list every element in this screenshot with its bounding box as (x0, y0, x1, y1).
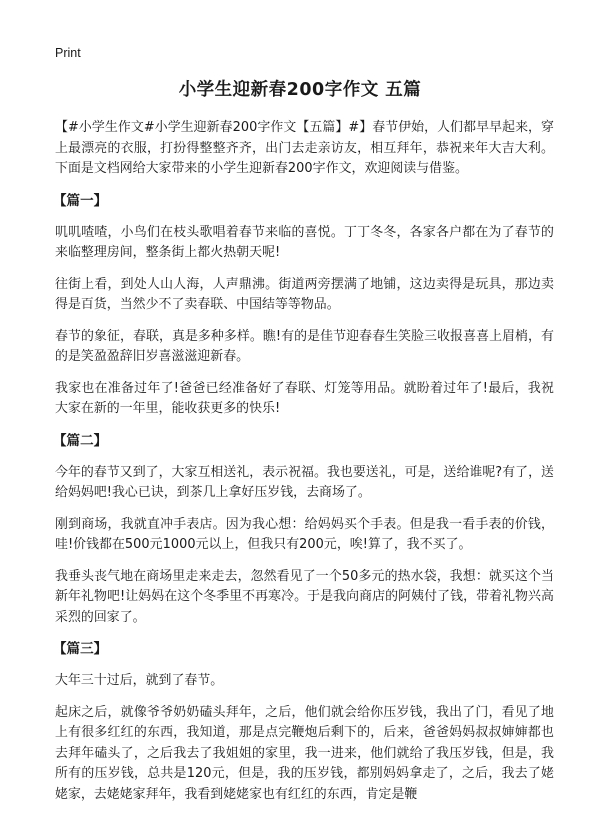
intro-paragraph: 【#小学生作文#小学生迎新春200字作文【五篇】#】春节伊始，人们都早早起来，穿上最漂亮的衣服，打扮得整整齐齐，出门去走亲访友，相互拜年，恭祝来年大吉大利。下面是文档网给大家带来的小学生迎新春200字作文，欢迎阅读与借鉴。 (55, 120, 554, 176)
paragraph: 春节的象征，春联，真是多种多样。瞧!有的是佳节迎春春生笑脸三收报喜喜上眉梢，有的是笑盈盈辞旧岁喜滋滋迎新春。 (55, 328, 554, 364)
paragraph: 大年三十过后，就到了春节。 (55, 673, 224, 688)
page-title: 小学生迎新春200字作文 五篇 (178, 80, 422, 100)
paragraph: 我垂头丧气地在商场里走来走去，忽然看见了一个50多元的热水袋，我想：就买这个当新年礼物吧!让妈妈在这个冬季里不再寒冷。于是我向商店的阿姨付了钱，带着礼物兴高采烈的回家了。 (55, 568, 554, 625)
paragraph: 起床之后，就像爷爷奶奶磕头拜年，之后，他们就会给你压岁钱，我出了门，看见了地上有很多红红的东西，我知道，那是点完鞭炮后剩下的，后来，爸爸妈妈叔叔婶婶都也去拜年磕头了，之后我去了我姐姐的家里，我一进来，他们就给了我压岁钱，但是，我所有的压岁钱，总共是120元，但是，我的压岁钱，都别妈妈拿走了，之后，我去了姥姥家，去姥姥家拜年，我看到姥姥家也有红红的东西，肯定是鞭 (55, 704, 554, 802)
section-heading-1: 【篇一】 (53, 192, 108, 209)
paragraph: 刚到商场，我就直冲手表店。因为我心想：给妈妈买个手表。但是我一看手表的价钱，哇!价钱都在500元1000元以上，但我只有200元，唉!算了，我不买了。 (55, 516, 554, 552)
paragraph: 今年的春节又到了，大家互相送礼，表示祝福。我也要送礼，可是，送给谁呢?有了，送给妈妈吧!我心已诀，到茶几上拿好压岁钱，去商场了。 (55, 464, 554, 500)
section-heading-2: 【篇二】 (53, 432, 108, 449)
paragraph: 我家也在准备过年了!爸爸已经准备好了春联、灯笼等用品。就盼着过年了!最后，我祝大家在新的一年里，能收获更多的快乐! (55, 380, 554, 416)
print-label: Print (55, 46, 81, 60)
paragraph: 往街上看，到处人山人海，人声鼎沸。街道两旁摆满了地铺，这边卖得是玩具，那边卖得是百货，当然少不了卖春联、中国结等等物品。 (55, 276, 554, 312)
section-heading-3: 【篇三】 (53, 641, 108, 657)
article-body (55, 118, 554, 816)
paragraph: 叽叽喳喳，小鸟们在枝头歌唱着春节来临的喜悦。丁丁冬冬，各家各户都在为了春节的来临整理房间，整条街上都火热朝天呢! (55, 224, 554, 260)
